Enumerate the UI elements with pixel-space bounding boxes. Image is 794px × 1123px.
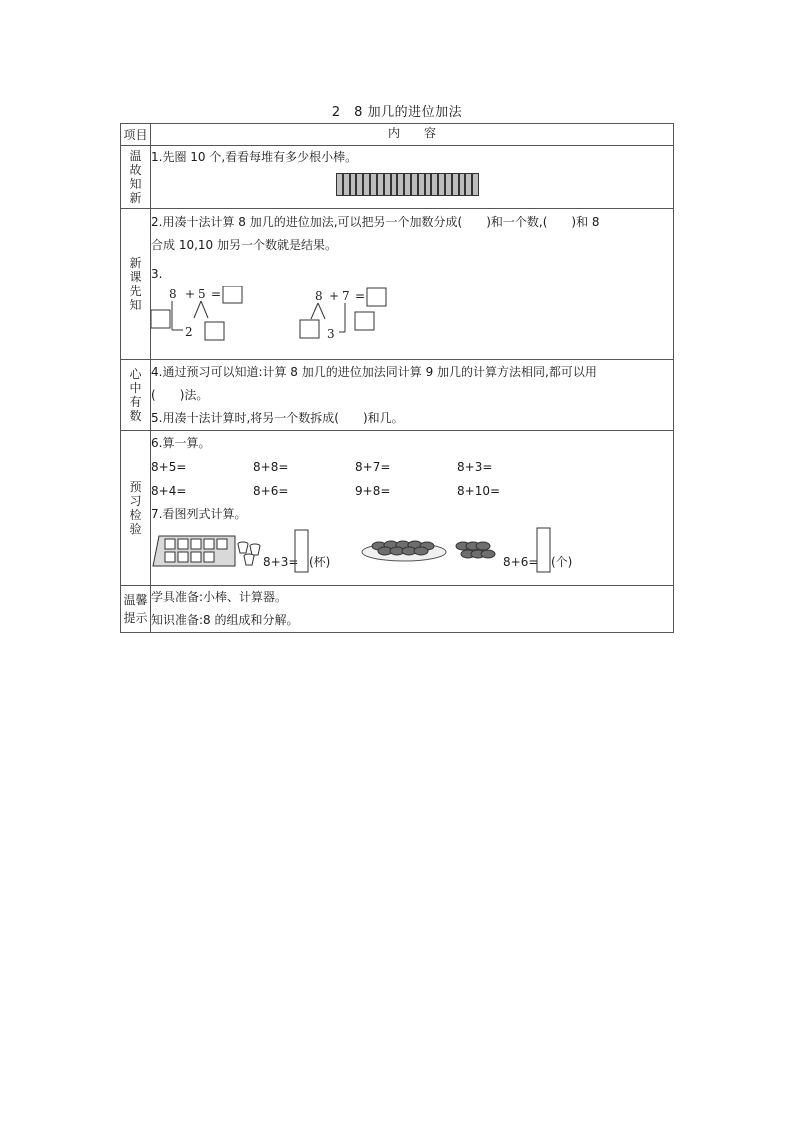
calc-item: 8+4=: [151, 484, 187, 498]
cup-tray-illustration: [153, 536, 260, 566]
question-6: 6.算一算。: [151, 436, 211, 450]
pic1-unit: (杯): [309, 555, 331, 569]
q4-open: (: [151, 388, 156, 402]
calc-item: 8+6=: [253, 484, 289, 498]
d1-b: 5: [198, 287, 206, 301]
question-3: 3.: [151, 267, 163, 281]
pic1-expression: 8+3=: [263, 555, 299, 569]
picture-problems: [151, 526, 581, 576]
cup-icon: [178, 539, 188, 549]
cup-icon: [238, 544, 248, 553]
stick-icon: [459, 173, 466, 196]
cup-icon: [191, 539, 201, 549]
tips-line-1: 学具准备:小棒、计算器。: [151, 590, 288, 604]
calc-item: 8+10=: [457, 484, 501, 498]
d2-a: 8: [315, 289, 323, 303]
bun-icon: [414, 547, 428, 555]
d2-branch-left: [311, 303, 318, 319]
question-2-line2: 合成 10,10 加另一个数就是结果。: [151, 238, 337, 252]
d1-branch-right: [201, 301, 208, 318]
question-7: 7.看图列式计算。: [151, 507, 247, 521]
mind-label-text: 心中有数: [129, 367, 142, 423]
d2-branch-right: [318, 303, 325, 319]
label-mind: [121, 360, 151, 431]
d1-answer-box[interactable]: [223, 286, 242, 303]
cup-icon: [191, 552, 201, 562]
tips-content: [151, 586, 674, 633]
stick-icon: [472, 173, 479, 196]
calc-item: 9+8=: [355, 484, 391, 498]
stick-icon: [384, 173, 391, 196]
row-preview: [121, 209, 674, 360]
q5-text-1: 5.用凑十法计算时,将另一个数拆成(: [151, 411, 339, 425]
bun-icon: [481, 550, 495, 558]
stick-icon: [350, 173, 357, 196]
tips-label-line1: 温馨: [123, 593, 148, 607]
stick-icon: [343, 173, 350, 196]
review-content: [151, 146, 674, 209]
stick-icon: [397, 173, 404, 196]
d2-part-box[interactable]: [300, 320, 319, 338]
q2-text-1: 2.用凑十法计算 8 加几的进位加法,可以把另一个加数分成(: [151, 215, 463, 229]
stick-bundle: [336, 173, 479, 196]
d1-branch-left: [194, 301, 201, 318]
d1-op: +: [185, 287, 196, 301]
d1-part: 2: [185, 325, 193, 339]
cup-icon: [217, 539, 227, 549]
bun-icon: [476, 542, 490, 550]
decomposition-diagrams: [151, 286, 551, 348]
stick-icon: [377, 173, 384, 196]
question-4-line2: [151, 384, 673, 407]
pic2-answer-box[interactable]: [537, 528, 550, 572]
check-content: [151, 431, 674, 586]
d2-part: 3: [327, 327, 335, 341]
question-4-line1: 4.通过预习可以知道:计算 8 加几的进位加法同计算 9 加几的计算方法相同,都可以用: [151, 365, 597, 379]
calc-item: 8+3=: [457, 460, 493, 474]
row-tips: [121, 586, 674, 633]
review-label-text: 温故知新: [129, 149, 142, 205]
pic2-expression: 8+6=: [503, 555, 539, 569]
label-preview: [121, 209, 151, 360]
cup-icon: [165, 539, 175, 549]
page-title: 2 8 加几的进位加法: [331, 105, 463, 120]
bread-illustration: [362, 541, 495, 561]
stick-icon: [438, 173, 445, 196]
calc-item: 8+8=: [253, 460, 289, 474]
label-tips: [121, 586, 151, 633]
d1-a: 8: [169, 287, 177, 301]
stick-icon: [404, 173, 411, 196]
stick-icon: [445, 173, 452, 196]
cup-icon: [165, 552, 175, 562]
stick-icon: [391, 173, 398, 196]
stick-icon: [431, 173, 438, 196]
tips-line-2: 知识准备:8 的组成和分解。: [151, 613, 299, 627]
d2-b: 7: [342, 289, 350, 303]
check-label-text: 预习检验: [129, 480, 142, 536]
d2-answer-box[interactable]: [367, 288, 386, 306]
stick-icon: [418, 173, 425, 196]
d1-ten-box[interactable]: [151, 310, 170, 328]
stick-icon: [370, 173, 377, 196]
cup-icon: [178, 552, 188, 562]
calc-item: 8+5=: [151, 460, 187, 474]
d2-ten-box[interactable]: [355, 312, 374, 330]
stick-icon: [336, 173, 343, 196]
d2-op: +: [329, 289, 340, 303]
q2-text-3: )和 8: [571, 215, 600, 229]
row-review: [121, 146, 674, 209]
stick-icon: [425, 173, 432, 196]
label-check: [121, 431, 151, 586]
q2-text-2: )和一个数,(: [486, 215, 548, 229]
d1-eq: =: [211, 287, 222, 301]
stick-icon: [465, 173, 472, 196]
q4-close: )法。: [179, 388, 209, 402]
cup-icon: [204, 539, 214, 549]
row-mind: [121, 360, 674, 431]
lesson-table: [120, 123, 674, 633]
stick-icon: [452, 173, 459, 196]
question-5: [151, 407, 673, 430]
q5-text-2: )和几。: [362, 411, 404, 425]
diagram-8-plus-5: [151, 286, 242, 340]
question-2-line1: [151, 211, 673, 234]
tips-label-line2: 提示: [123, 611, 148, 625]
pic2-unit: (个): [551, 555, 573, 569]
row-check: [121, 431, 674, 586]
preview-content: [151, 209, 674, 360]
stick-icon: [356, 173, 363, 196]
preview-label-text: 新课先知: [129, 256, 142, 312]
diagram-8-plus-7: [300, 288, 386, 341]
d2-eq: =: [355, 289, 366, 303]
calc-item: 8+7=: [355, 460, 391, 474]
header-content: 内 容: [151, 124, 674, 146]
table-header-row: [121, 124, 674, 146]
calc-grid: [151, 455, 673, 503]
d1-part-box[interactable]: [205, 322, 224, 340]
cup-icon: [244, 556, 254, 565]
header-item: 项目: [121, 124, 151, 146]
stick-icon: [363, 173, 370, 196]
cup-icon: [250, 546, 260, 555]
question-1: 1.先圈 10 个,看看每堆有多少根小棒。: [151, 150, 358, 164]
cup-icon: [204, 552, 214, 562]
stick-icon: [411, 173, 418, 196]
mind-content: [151, 360, 674, 431]
label-review: [121, 146, 151, 209]
